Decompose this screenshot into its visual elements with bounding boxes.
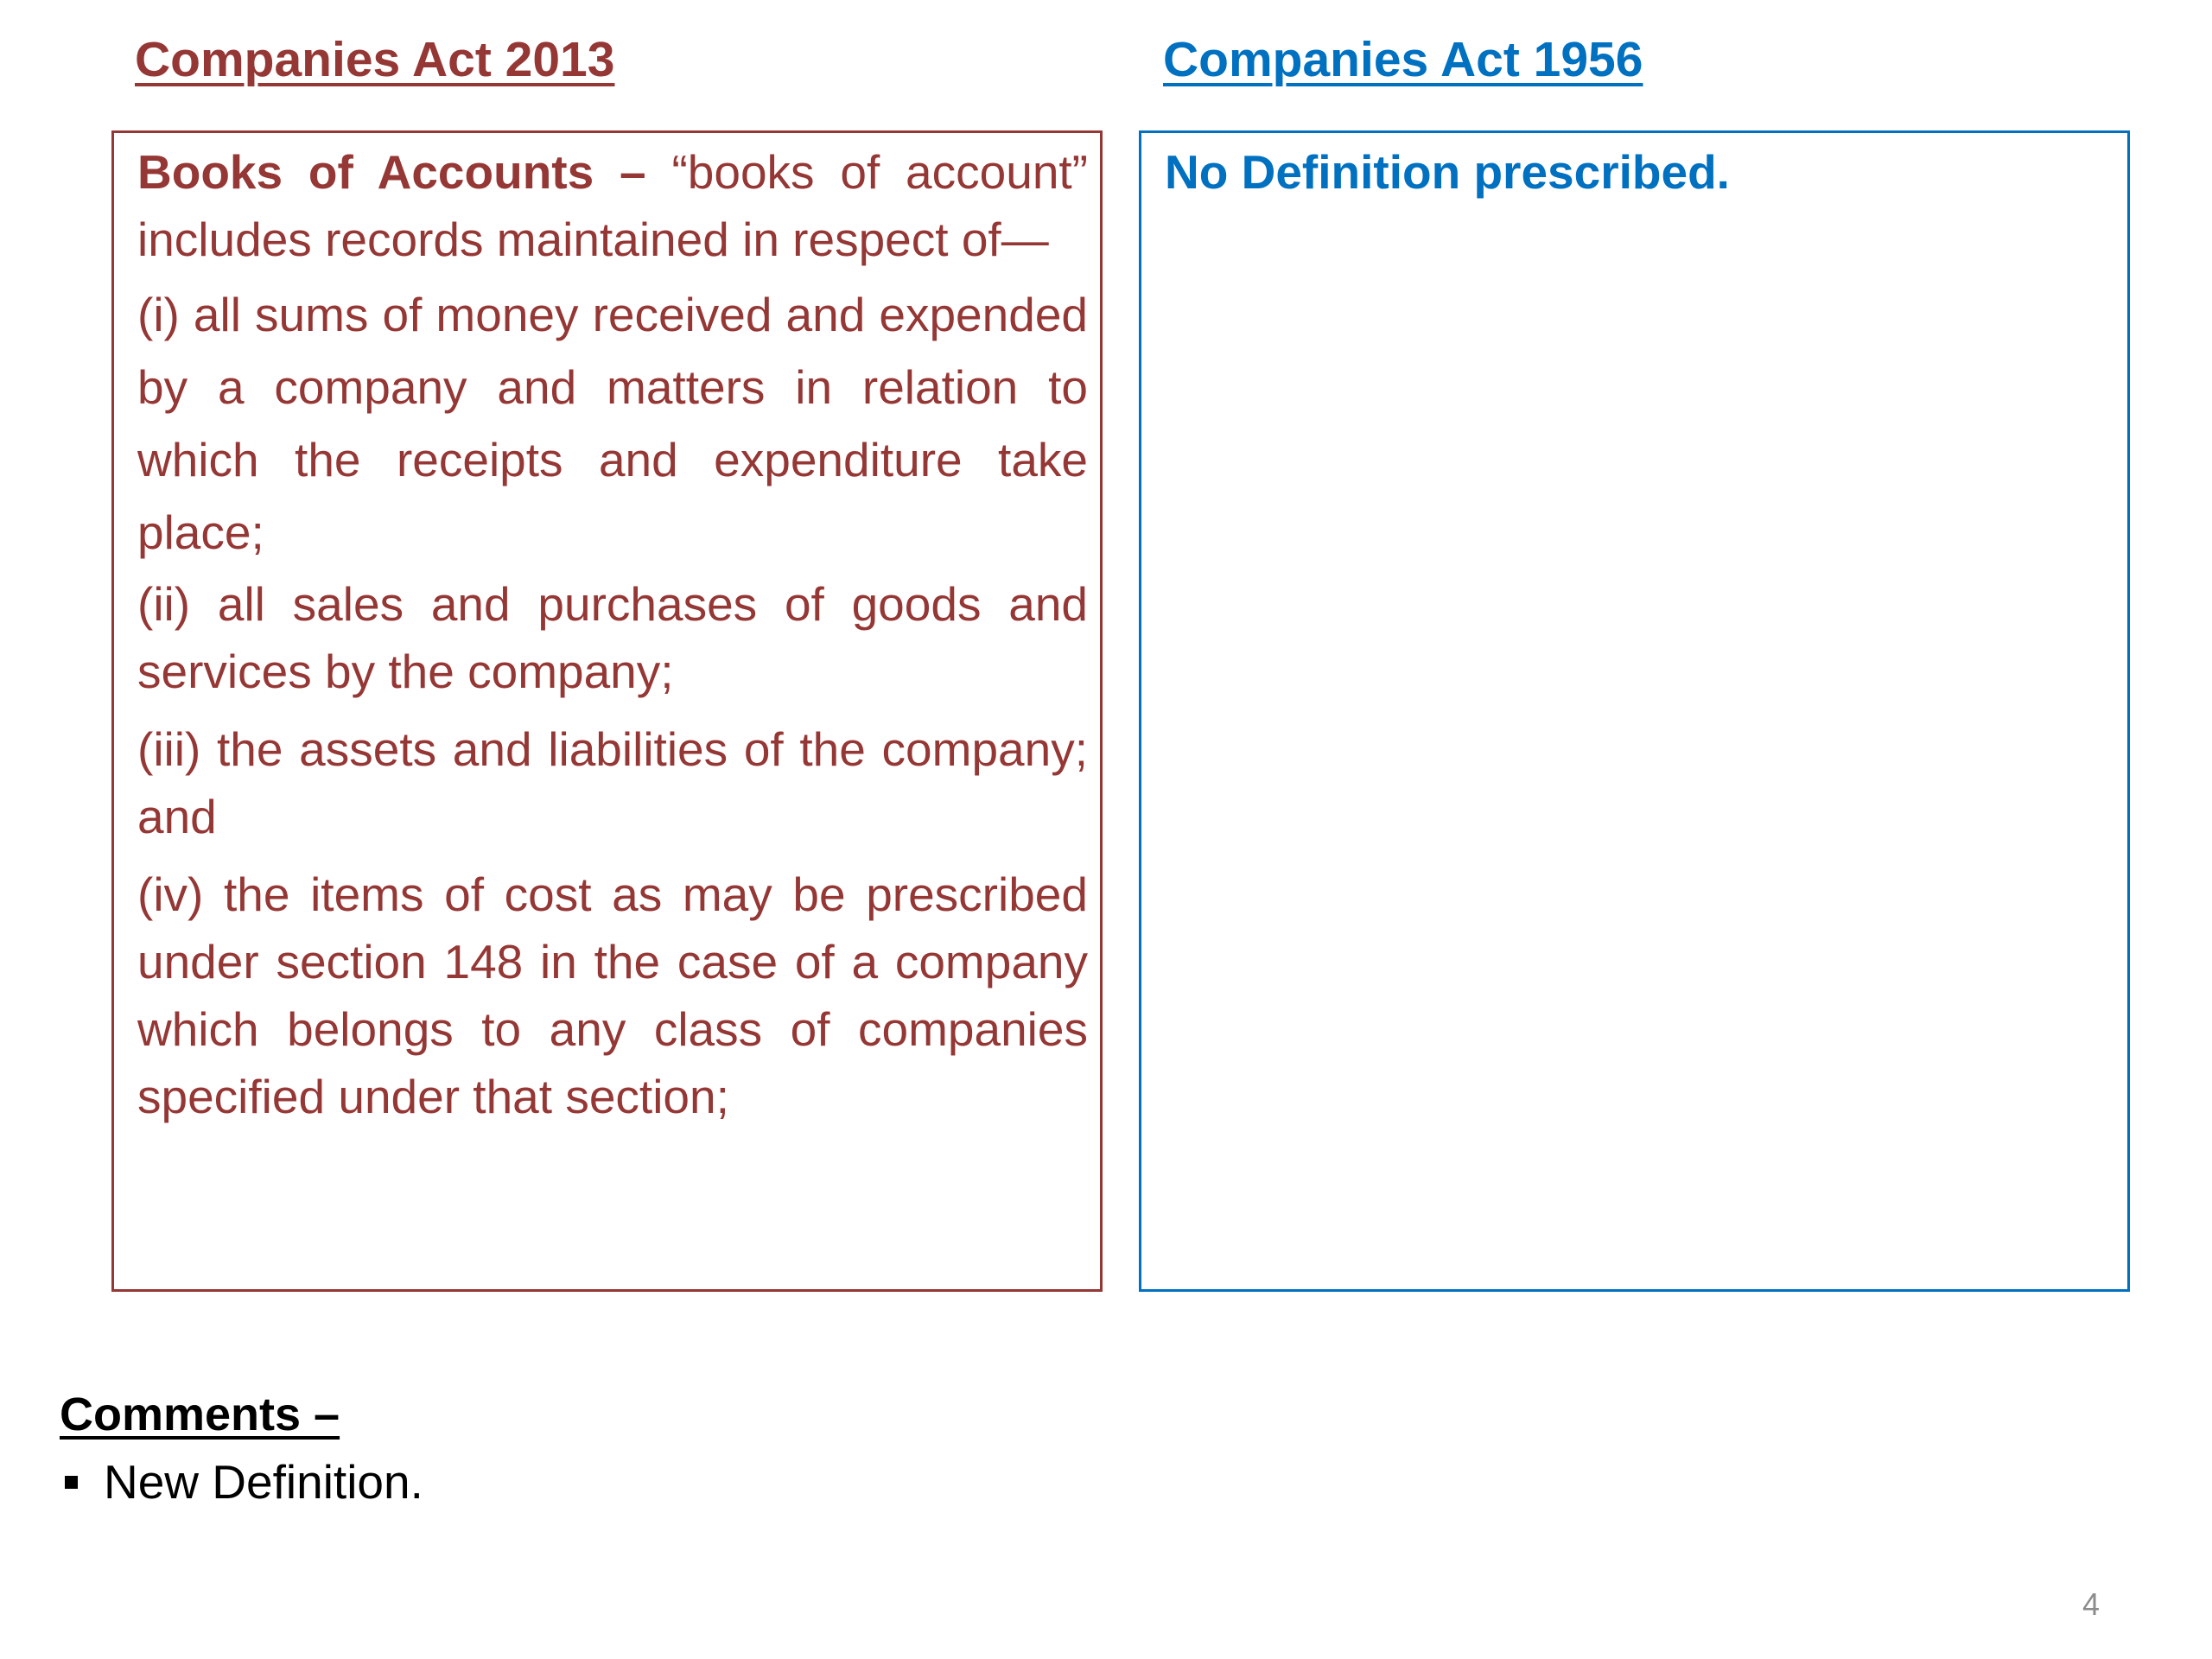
- clause-i: (i) all sums of money received and expended by a company and matters in relation to which the receipts and expenditure take place;: [137, 288, 1088, 559]
- clause-iv: (iv) the items of cost as may be prescribed under section 148 in the case of a company which belongs to any class of companies specified under that section;: [137, 868, 1088, 1123]
- no-definition-text: No Definition prescribed.: [1165, 145, 1730, 199]
- companies-act-1956-heading: Companies Act 1956: [1163, 32, 1643, 87]
- act-2013-definition-box: [111, 130, 1103, 1292]
- comment-item: [60, 1454, 423, 1510]
- comments-heading: Comments –: [60, 1389, 340, 1440]
- comment-text: New Definition.: [104, 1455, 423, 1509]
- page-number: 4: [2082, 1586, 2101, 1622]
- act-1956-definition-box: [1139, 130, 2130, 1292]
- square-bullet-icon: [65, 1476, 78, 1489]
- definition-intro-text: “books of account” includes records maintained in respect of—: [137, 145, 1089, 266]
- comments-list: [60, 1454, 423, 1510]
- clause-ii: (ii) all sales and purchases of goods and services by the company;: [137, 577, 1088, 698]
- act-2013-definition-text: [137, 138, 1088, 1141]
- clause-iii: (iii) the assets and liabilities of the company; and: [137, 722, 1088, 843]
- companies-act-2013-heading: Companies Act 2013: [135, 32, 615, 87]
- definition-intro: [137, 138, 1088, 273]
- defined-term: Books of Accounts –: [137, 145, 646, 199]
